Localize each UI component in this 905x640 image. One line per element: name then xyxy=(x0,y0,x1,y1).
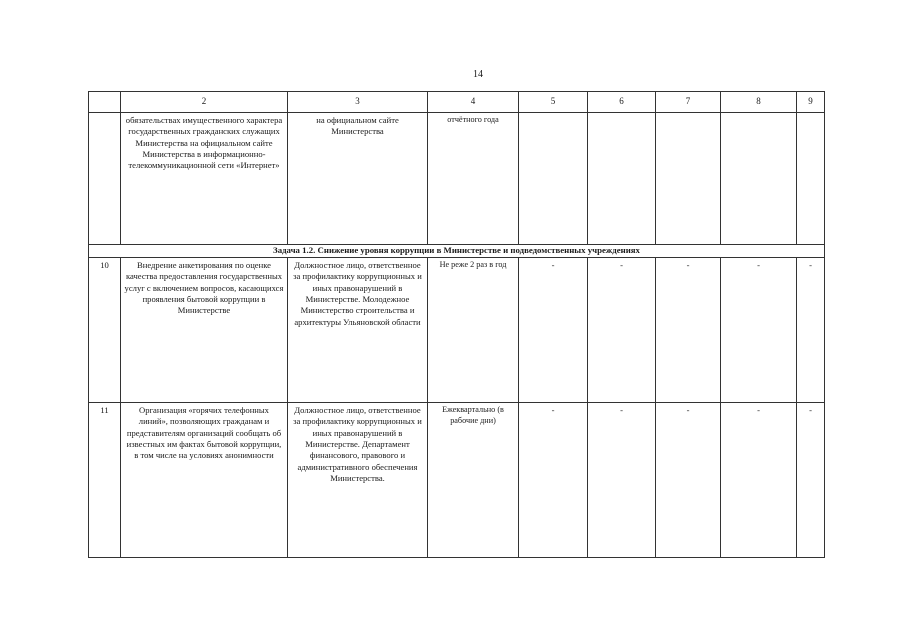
col-header-3: 3 xyxy=(288,92,428,113)
measure-cell: Организация «горячих телефонных линий», позволяющих гражданам и представителям организаций сообщать об известных им фактах бытовой коррупции, в том числе на условиях анонимности xyxy=(121,403,288,558)
task-heading-row xyxy=(89,245,825,258)
cell-col8 xyxy=(721,113,797,245)
cell-col5 xyxy=(519,113,588,245)
deadline-cell: Ежеквартально (в рабочие дни) xyxy=(428,403,519,558)
col-header-2: 2 xyxy=(121,92,288,113)
col-header-8: 8 xyxy=(721,92,797,113)
cell-col5: - xyxy=(519,403,588,558)
deadline-cell: Не реже 2 раз в год xyxy=(428,258,519,403)
cell-col9 xyxy=(797,113,825,245)
col-header-7: 7 xyxy=(656,92,721,113)
col-header-1 xyxy=(89,92,121,113)
cell-col5: - xyxy=(519,258,588,403)
page-number: 14 xyxy=(473,69,483,80)
responsible-cell: Должностное лицо, ответственное за профилактику коррупционных и иных правонарушений в Министерстве. Департамент финансового, правового и административного обеспечения Министерства. xyxy=(288,403,428,558)
col-header-9: 9 xyxy=(797,92,825,113)
row-number xyxy=(89,113,121,245)
cell-col9: - xyxy=(797,403,825,558)
row-number: 10 xyxy=(89,258,121,403)
col-header-5: 5 xyxy=(519,92,588,113)
table-row xyxy=(89,403,825,558)
responsible-cell: на официальном сайте Министерства xyxy=(288,113,428,245)
cell-col8: - xyxy=(721,403,797,558)
cell-col6: - xyxy=(588,258,656,403)
cell-col6 xyxy=(588,113,656,245)
table-row xyxy=(89,258,825,403)
cell-col7: - xyxy=(656,403,721,558)
col-header-6: 6 xyxy=(588,92,656,113)
measure-cell: обязательствах имущественного характера государственных гражданских служащих Министерства на официальном сайте Министерства в информационно-телекоммуникационной сети «Интернет» xyxy=(121,113,288,245)
column-number-row xyxy=(89,92,825,113)
row-number: 11 xyxy=(89,403,121,558)
cell-col9: - xyxy=(797,258,825,403)
cell-col7 xyxy=(656,113,721,245)
measures-table xyxy=(88,91,825,558)
deadline-cell: отчётного года xyxy=(428,113,519,245)
table-row-continuation xyxy=(89,113,825,245)
cell-col6: - xyxy=(588,403,656,558)
cell-col8: - xyxy=(721,258,797,403)
measure-cell: Внедрение анкетирования по оценке качества предоставления государственных услуг с включением вопросов, касающихся проявления бытовой коррупции в Министерстве xyxy=(121,258,288,403)
cell-col7: - xyxy=(656,258,721,403)
col-header-4: 4 xyxy=(428,92,519,113)
responsible-cell: Должностное лицо, ответственное за профилактику коррупционных и иных правонарушений в Министерстве. Молодежное Министерство строительства и архитектуры Ульяновской области xyxy=(288,258,428,403)
task-heading: Задача 1.2. Снижение уровня коррупции в Министерстве и подведомственных учреждениях xyxy=(89,245,825,258)
